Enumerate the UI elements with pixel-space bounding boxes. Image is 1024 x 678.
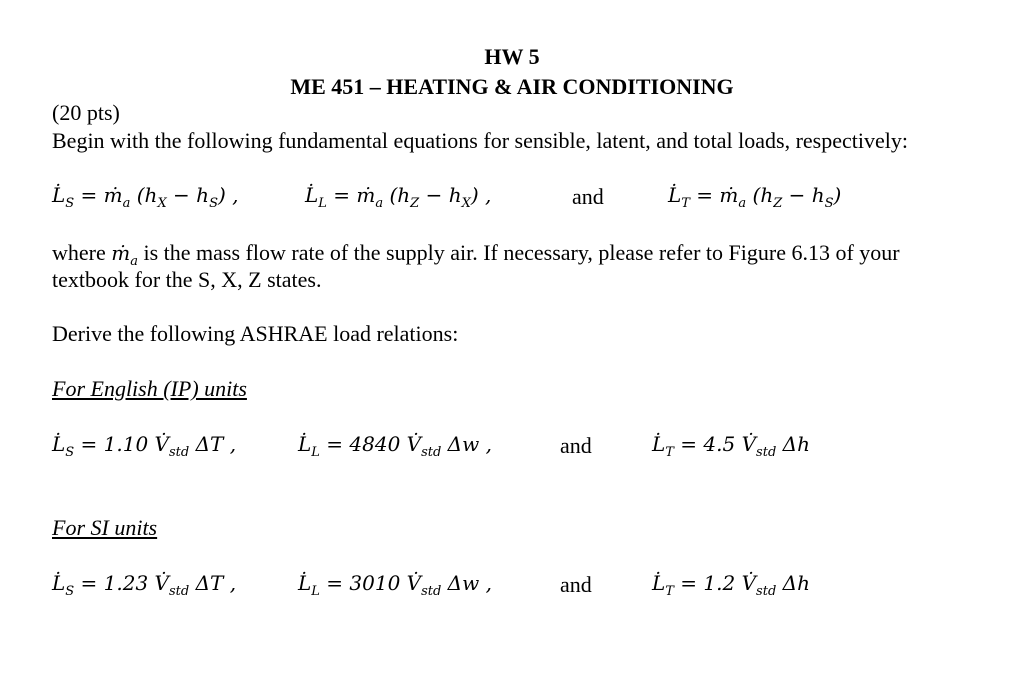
equation-term: (h: [746, 183, 774, 207]
equation-subscript: a: [738, 196, 747, 211]
and-text: and: [560, 433, 592, 458]
equation-term: − h: [782, 183, 825, 207]
equation-term: = ṁ: [326, 183, 376, 207]
equation-term: L̇: [668, 183, 682, 207]
mass-flow-symbol: [111, 241, 138, 269]
equation-term: L̇: [52, 183, 66, 207]
equation-term: = 4.5 V̇: [673, 432, 757, 456]
course-title: ME 451 – HEATING & AIR CONDITIONING: [290, 74, 734, 99]
english-units-heading: For English (IP) units: [52, 376, 247, 401]
points: (20 pts): [52, 100, 120, 125]
equation-subscript: T: [681, 196, 690, 211]
equation-term: = ṁ: [74, 183, 123, 207]
equation-subscript: std: [756, 584, 777, 599]
equation-subscript: S: [824, 196, 834, 211]
equation-subscript: std: [421, 445, 442, 460]
si-units-heading: For SI units: [52, 515, 158, 540]
equation-term: = ṁ: [689, 183, 739, 207]
equation-subscript: T: [665, 445, 674, 460]
and-text: and: [560, 572, 592, 597]
equation-term: = 1.23 V̇: [74, 571, 169, 595]
equation-term: Δh: [776, 571, 810, 595]
equation-term: Δw ,: [441, 432, 492, 456]
equation-term: L̇: [652, 571, 666, 595]
equation-term: = 1.2 V̇: [673, 571, 757, 595]
and-text: and: [572, 184, 604, 209]
equation-subscript: X: [157, 196, 167, 211]
equation-term: ) ,: [470, 183, 492, 207]
equation-subscript: std: [169, 584, 190, 599]
english-latent: [298, 434, 492, 459]
equation-term: ) ,: [217, 183, 239, 207]
subscript-a: a: [130, 254, 138, 269]
equation-term: (h: [130, 183, 158, 207]
equation-total: [668, 185, 841, 210]
equation-subscript: L: [318, 196, 327, 211]
equation-term: ΔT ,: [189, 432, 237, 456]
equation-subscript: X: [461, 196, 471, 211]
equation-subscript: std: [421, 584, 442, 599]
equation-latent: [305, 185, 491, 210]
where-pre: where: [52, 240, 112, 265]
equation-term: L̇: [652, 432, 666, 456]
equation-subscript: T: [665, 584, 674, 599]
equation-term: = 1.10 V̇: [74, 432, 169, 456]
equation-subscript: Z: [773, 196, 783, 211]
equation-term: L̇: [298, 432, 312, 456]
equation-term: Δw ,: [441, 571, 492, 595]
equation-subscript: std: [756, 445, 777, 460]
equation-subscript: std: [169, 445, 190, 460]
where-post: is the mass flow rate of the supply air. If necessary, please refer to Figure 6.13 of your: [137, 240, 900, 265]
equation-term: = 3010 V̇: [319, 571, 422, 595]
equation-subscript: Z: [410, 196, 420, 211]
equation-subscript: S: [65, 196, 75, 211]
equation-subscript: L: [311, 584, 320, 599]
si-total: [652, 573, 810, 598]
equation-term: L̇: [52, 571, 66, 595]
equation-subscript: a: [375, 196, 384, 211]
equation-subscript: L: [311, 445, 320, 460]
equation-term: − h: [419, 183, 462, 207]
where-line-2: textbook for the S, X, Z states.: [52, 267, 322, 292]
equation-term: Δh: [776, 432, 810, 456]
si-latent: [298, 573, 492, 598]
si-sensible: [52, 573, 236, 598]
equation-term: ): [833, 183, 842, 207]
english-sensible: [52, 434, 236, 459]
equation-term: L̇: [298, 571, 312, 595]
equation-term: L̇: [52, 432, 66, 456]
equation-term: L̇: [305, 183, 319, 207]
where-line-1: [52, 242, 900, 268]
equation-subscript: S: [209, 196, 218, 211]
equation-subscript: a: [122, 196, 131, 211]
equation-term: (h: [383, 183, 411, 207]
derive-text: Derive the following ASHRAE load relations:: [52, 321, 459, 346]
equation-term: ΔT ,: [189, 571, 237, 595]
equation-term: = 4840 V̇: [319, 432, 422, 456]
equation-subscript: S: [65, 584, 75, 599]
title: HW 5: [484, 44, 540, 69]
equation-subscript: S: [65, 445, 75, 460]
equation-sensible: [52, 185, 239, 210]
intro-text: Begin with the following fundamental equations for sensible, latent, and total loads, respectively:: [52, 128, 908, 153]
english-total: [652, 434, 810, 459]
m-dot: ṁ: [111, 241, 131, 265]
equation-term: − h: [166, 183, 210, 207]
